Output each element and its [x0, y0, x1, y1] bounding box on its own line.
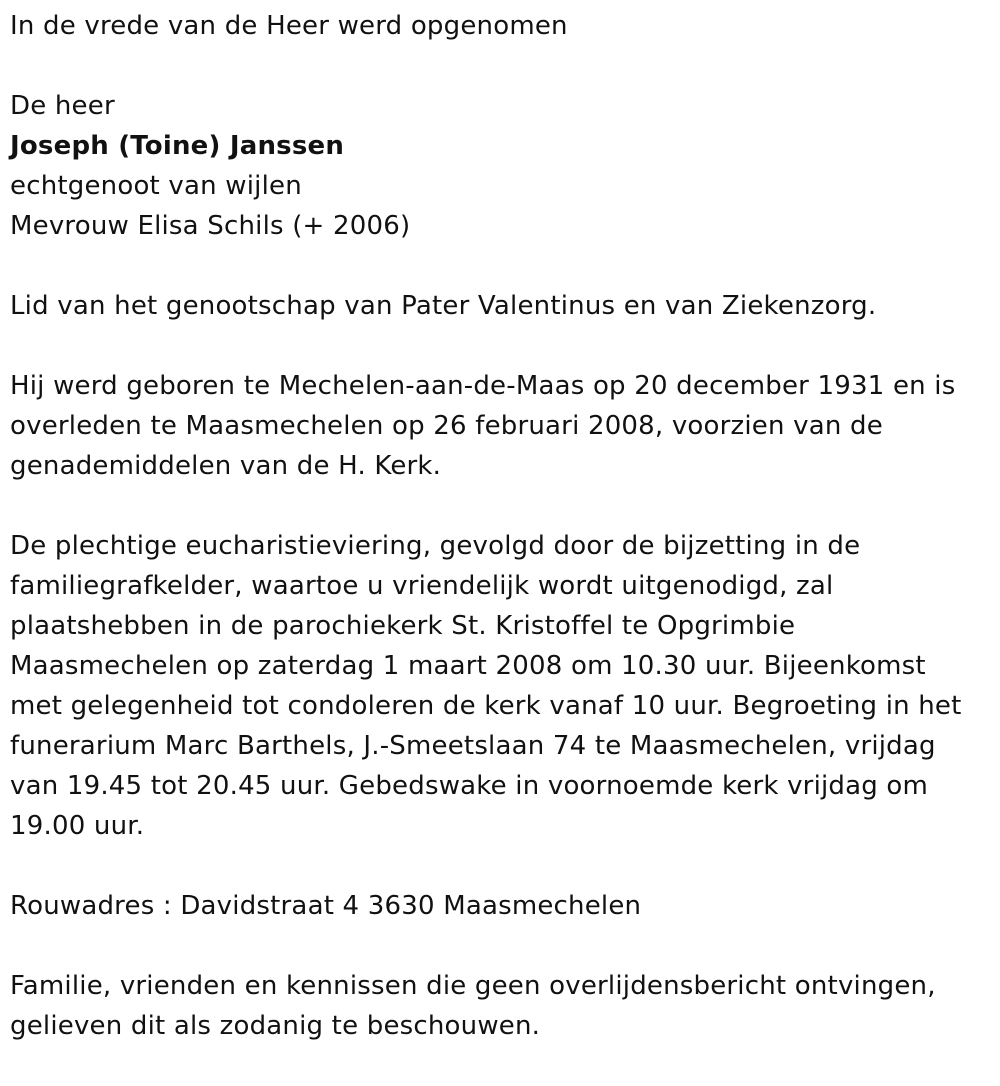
obituary-notice	[10, 6, 990, 1046]
birth-death-paragraph	[10, 366, 990, 486]
membership-text: Lid van het genootschap van Pater Valentinus en van Ziekenzorg.	[10, 291, 877, 321]
spacer	[10, 46, 990, 86]
spacer	[10, 926, 990, 966]
paragraph-line: overleden te Maasmechelen op 26 februari 2008, voorzien van de	[10, 411, 883, 441]
spacer	[10, 326, 990, 366]
spacer	[10, 846, 990, 886]
paragraph-line: met gelegenheid tot condoleren de kerk vanaf 10 uur. Begroeting in het	[10, 691, 962, 721]
intro-text: In de vrede van de Heer werd opgenomen	[10, 11, 568, 41]
paragraph-line: gelieven dit als zodanig te beschouwen.	[10, 1011, 541, 1041]
deceased-name: Joseph (Toine) Janssen	[10, 131, 345, 161]
closing-paragraph	[10, 966, 990, 1046]
paragraph-line: 19.00 uur.	[10, 811, 145, 841]
spacer	[10, 486, 990, 526]
ceremony-paragraph	[10, 526, 990, 846]
paragraph-line: Maasmechelen op zaterdag 1 maart 2008 om 10.30 uur. Bijeenkomst	[10, 651, 926, 681]
mourning-address: Rouwadres : Davidstraat 4 3630 Maasmechelen	[10, 891, 642, 921]
paragraph-line: plaatshebben in de parochiekerk St. Kristoffel te Opgrimbie	[10, 611, 796, 641]
paragraph-line: van 19.45 tot 20.45 uur. Gebedswake in voornoemde kerk vrijdag om	[10, 771, 929, 801]
paragraph-line: De plechtige eucharistieviering, gevolgd door de bijzetting in de	[10, 531, 861, 561]
paragraph-line: genademiddelen van de H. Kerk.	[10, 451, 442, 481]
spouse-text: Mevrouw Elisa Schils (+ 2006)	[10, 211, 411, 241]
paragraph-line: Hij werd geboren te Mechelen-aan-de-Maas op 20 december 1931 en is	[10, 371, 956, 401]
paragraph-line: funerarium Marc Barthels, J.-Smeetslaan 74 te Maasmechelen, vrijdag	[10, 731, 936, 761]
spacer	[10, 246, 990, 286]
relation-text: echtgenoot van wijlen	[10, 171, 302, 201]
paragraph-line: familiegrafkelder, waartoe u vriendelijk wordt uitgenodigd, zal	[10, 571, 834, 601]
paragraph-line: Familie, vrienden en kennissen die geen overlijdensbericht ontvingen,	[10, 971, 936, 1001]
salutation-text: De heer	[10, 91, 115, 121]
